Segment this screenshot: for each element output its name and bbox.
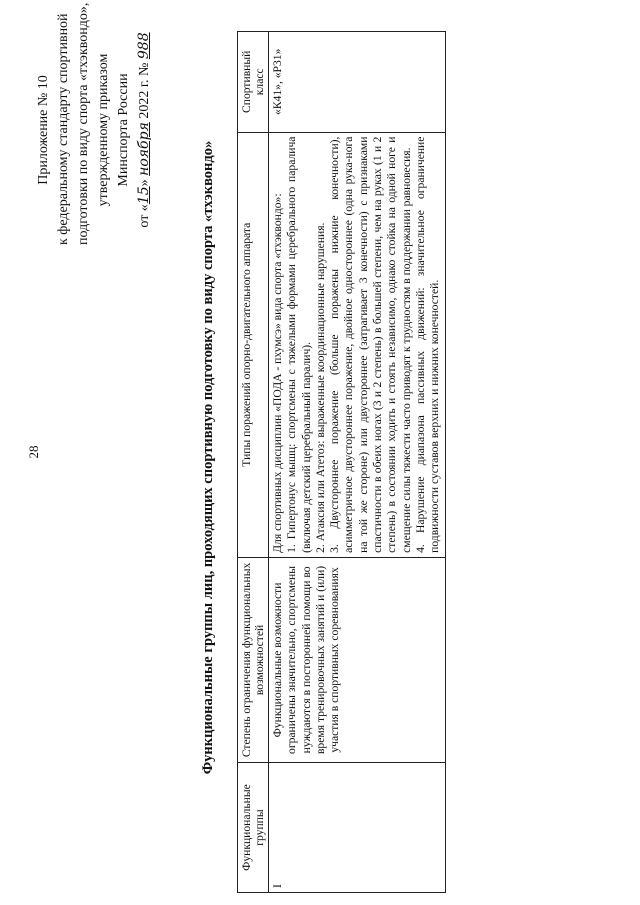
page-number: 28 — [26, 445, 41, 459]
group-number: I — [269, 763, 446, 893]
impairment-cell — [269, 132, 446, 557]
appendix-line: подготовки по виду спорта «тхэквондо», — [76, 2, 91, 245]
date-month: ноября — [136, 122, 152, 176]
date-prefix: от « — [137, 204, 152, 228]
impairment-item: 2. Атаксия или Атетоз: выраженные координационные нарушения. — [313, 222, 327, 553]
sport-classes: «К41», «Р31» — [269, 32, 446, 133]
impairment-item: 1. Гипертонус мышц: спортсмены с тяжелыми формами церебрального паралича (включая детский церебральный паралич). — [285, 136, 313, 553]
order-number: 988 — [136, 32, 152, 60]
appendix-line: утвержденному приказом — [96, 53, 111, 207]
discipline-title: Для спортивных дисциплин «ПОДА - пхумсэ» вида спорта «тхэквондо»: — [271, 193, 284, 553]
impairment-item: 4. Нарушение диапазона пассивных движений: значительное ограничение подвижности суставов верхних и нижних конечностей. — [413, 136, 442, 553]
appendix-line: Приложение № 10 — [36, 75, 51, 185]
appendix-line: Минспорта России — [116, 73, 131, 187]
table-row — [269, 32, 446, 893]
header-limitation-degree: Степень ограничения функциональных возможностей — [238, 557, 269, 762]
appendix-block — [34, 2, 155, 245]
date-year: 2022 г. № — [137, 62, 152, 119]
date-mid: » — [137, 179, 152, 187]
functional-groups-table — [237, 31, 446, 893]
appendix-line: к федеральному стандарту спортивной — [56, 13, 71, 245]
header-impairment-types: Типы поражений опорно-двигательного аппарата — [238, 132, 269, 557]
appendix-date-line — [134, 15, 155, 245]
header-sport-class: Спортивный класс — [238, 32, 269, 133]
limitation-text: Функциональные возможности ограничены значительно, спортсмены нуждаются в посторонней помощи во время тренировочных занятий и (или) участия в спортивных соревнованиях — [269, 557, 446, 762]
date-day: 15 — [136, 186, 152, 205]
document-title: Функциональные группы лиц, проходящих спортивную подготовку по виду спорта «тхэквондо» — [200, 140, 216, 775]
impairment-item: 3. Двустороннее поражение (больше поражены нижние конечности), асимметричное двустороннее поражение, двойное одностороннее (одна рука-нога на той же стороне) или двустороннее (затрагивает 3 конечности) с признаками спастичности в обеих ногах (3 и 2 степень) в большей степени, чем на руках (1 и 2 степень) в состоянии ходить и стоять независимо, однако стойка на одной ноге и смещение силы тяжести часто приводят к трудностям в поддержании равновесия. — [328, 136, 413, 553]
table-header-row — [238, 32, 269, 893]
header-functional-groups: Функциональные группы — [238, 763, 269, 893]
